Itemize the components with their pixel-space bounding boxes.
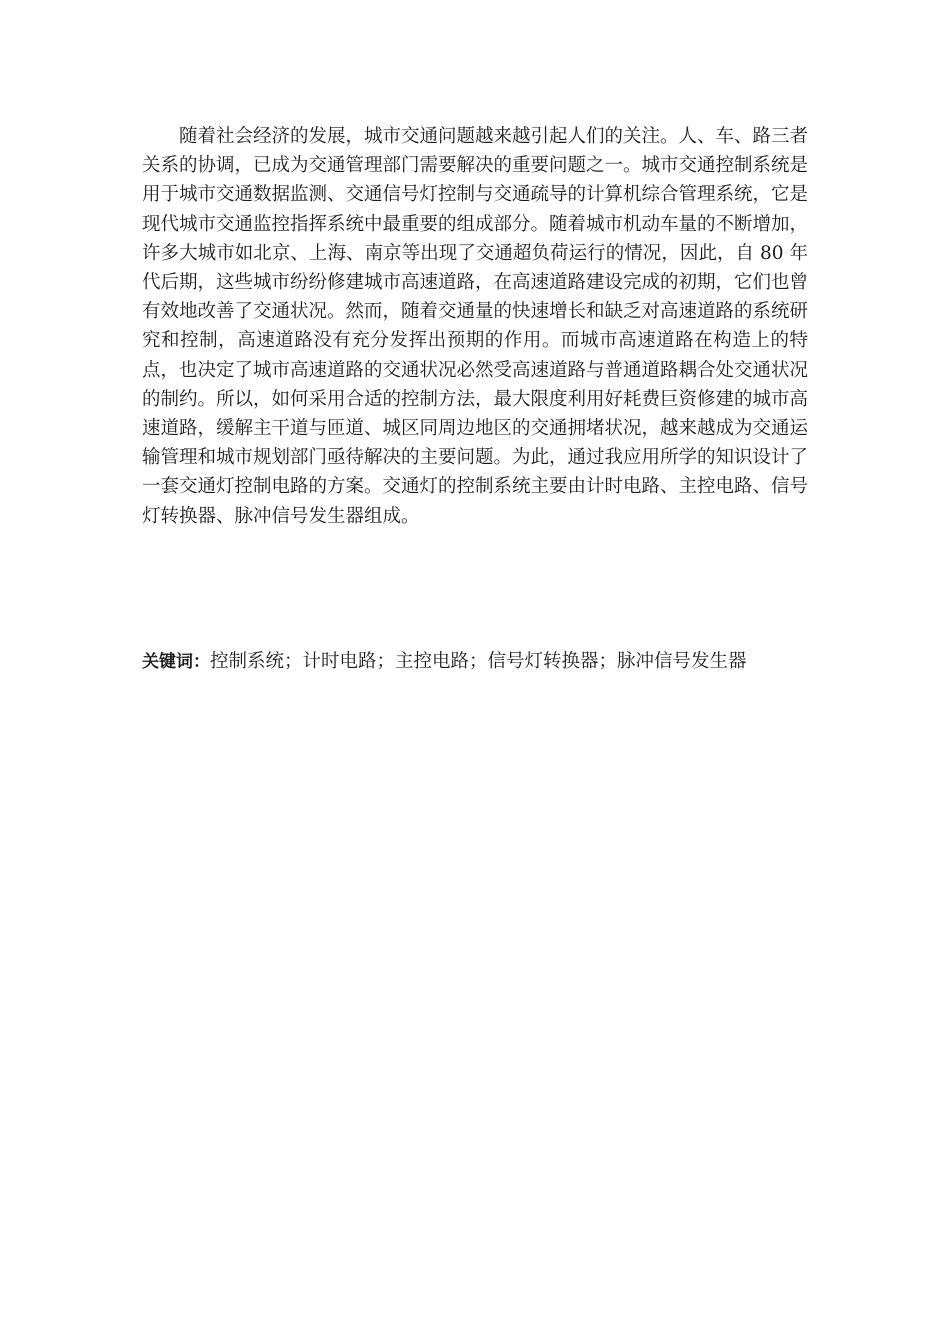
keywords-label: 关键词： xyxy=(142,652,210,672)
abstract-paragraph: 随着社会经济的发展，城市交通问题越来越引起人们的关注。人、车、路三者关系的协调，已成为交通管理部门需要解决的重要问题之一。城市交通控制系统是用于城市交通数据监测、交通信号灯控制与交通疏导的计算机综合管理系统，它是现代城市交通监控指挥系统中最重要的组成部分。随着城市机动车量的不断增加，许多大城市如北京、上海、南京等出现了交通超负荷运行的情况，因此，自 80 年代后期，这些城市纷纷修建城市高速道路，在高速道路建设完成的初期，它们也曾有效地改善了交通状况。然而，随着交通量的快速增长和缺乏对高速道路的系统研究和控制，高速道路没有充分发挥出预期的作用。而城市高速道路在构造上的特点，也决定了城市高速道路的交通状况必然受高速道路与普通道路耦合处交通状况的制约。所以，如何采用合适的控制方法，最大限度利用好耗费巨资修建的城市高速道路，缓解主干道与匝道、城区同周边地区的交通拥堵状况，越来越成为交通运输管理和城市规划部门亟待解决的主要问题。为此，通过我应用所学的知识设计了一套交通灯控制电路的方案。交通灯的控制系统主要由计时电路、主控电路、信号灯转换器、脉冲信号发生器组成。 xyxy=(142,126,809,527)
keywords-text: 控制系统；计时电路；主控电路；信号灯转换器；脉冲信号发生器 xyxy=(210,651,747,672)
keywords-line xyxy=(142,648,842,676)
